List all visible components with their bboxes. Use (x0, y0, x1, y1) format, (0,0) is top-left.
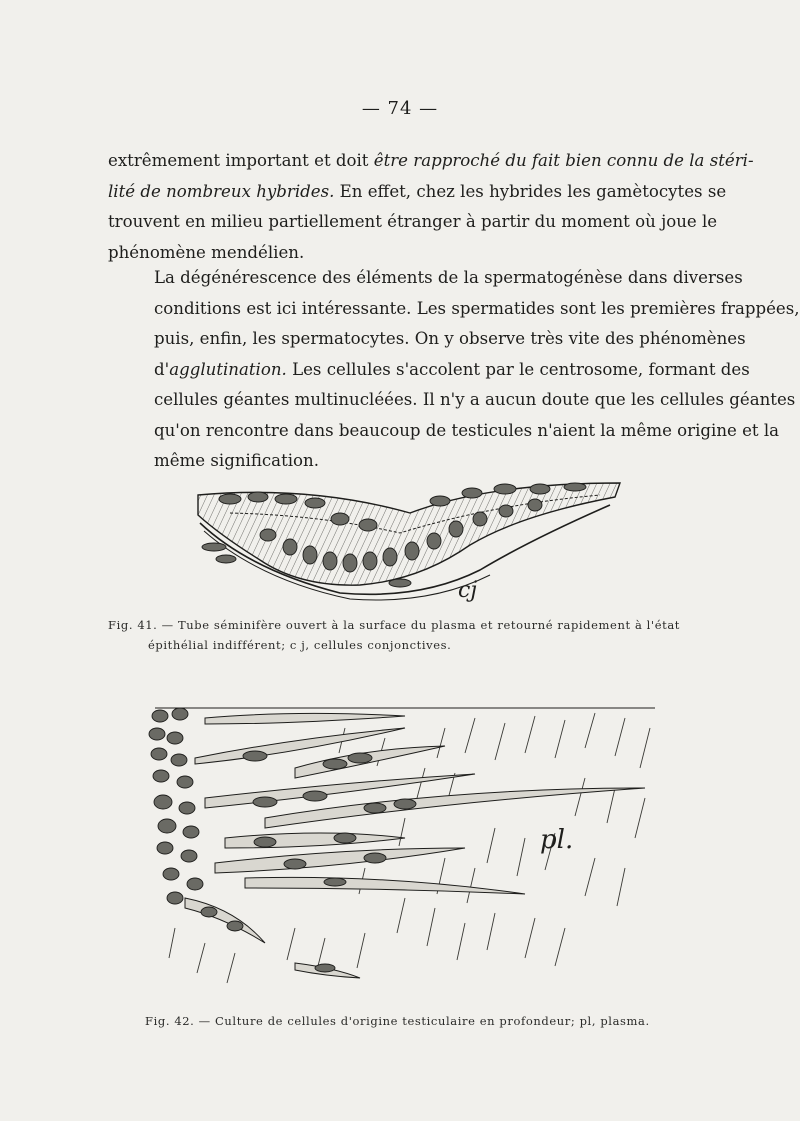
italic-span: lité de nombreux hybrides. (108, 181, 335, 201)
figure-41-label: cj (458, 578, 478, 603)
paragraph-1-line-4: phénomène mendélien. (108, 242, 305, 262)
text-span: En effet, chez les hybrides les gamètocytes se (334, 181, 727, 201)
paragraph-2-line-5: cellules géantes multinucléées. Il n'y a aucun doute que les cellules géantes (154, 390, 796, 409)
paragraph-2-line-1: La dégénérescence des éléments de la spermatogénèse dans diverses (154, 268, 743, 287)
text-span: Les cellules s'accolent par le centrosome, formant des (286, 359, 750, 379)
paragraph-2-line-6: qu'on rencontre dans beaucoup de testicules n'aient la même origine et la (154, 420, 780, 440)
figure-42-caption: Fig. 42. — Culture de cellules d'origine testiculaire en profondeur; pl, plasma. (145, 1014, 650, 1028)
italic-span: être rapproché du fait bien connu de la stéri- (373, 151, 754, 170)
paragraph-1-line-3: trouvent en milieu partiellement étranger à partir du moment où joue le (108, 212, 718, 231)
figure-41-seminiferous-tube (190, 475, 630, 615)
figure-42-illustration (145, 698, 665, 998)
paragraph-2-line-2: conditions est ici intéressante. Les spermatides sont les premières frappées, (154, 298, 800, 318)
page-number: — 74 — (361, 98, 439, 119)
paragraph-1-line-1 (108, 146, 754, 177)
figure-42-cell-culture (145, 698, 665, 998)
italic-span: agglutination. (169, 359, 287, 379)
figure-41-caption-line-1: Fig. 41. — Tube séminifère ouvert à la surface du plasma et retourné rapidement à l'état (108, 618, 681, 632)
paragraph-2-line-4 (108, 355, 750, 386)
paragraph-1-line-2 (108, 177, 727, 208)
paragraph-2-line-3: puis, enfin, les spermatocytes. On y observe très vite des phénomènes (154, 329, 746, 348)
paragraph-2 (108, 263, 800, 477)
text-span: d' (154, 359, 170, 379)
text-span: extrêmement important et doit (108, 151, 374, 170)
paragraph-1 (108, 146, 754, 268)
paragraph-2-line-7: même signification. (154, 451, 320, 470)
figure-42-label: pl. (540, 825, 574, 855)
figure-41-caption-line-2: épithélial indifférent; c j, cellules conjonctives. (148, 638, 452, 652)
figure-41-illustration (190, 475, 630, 615)
